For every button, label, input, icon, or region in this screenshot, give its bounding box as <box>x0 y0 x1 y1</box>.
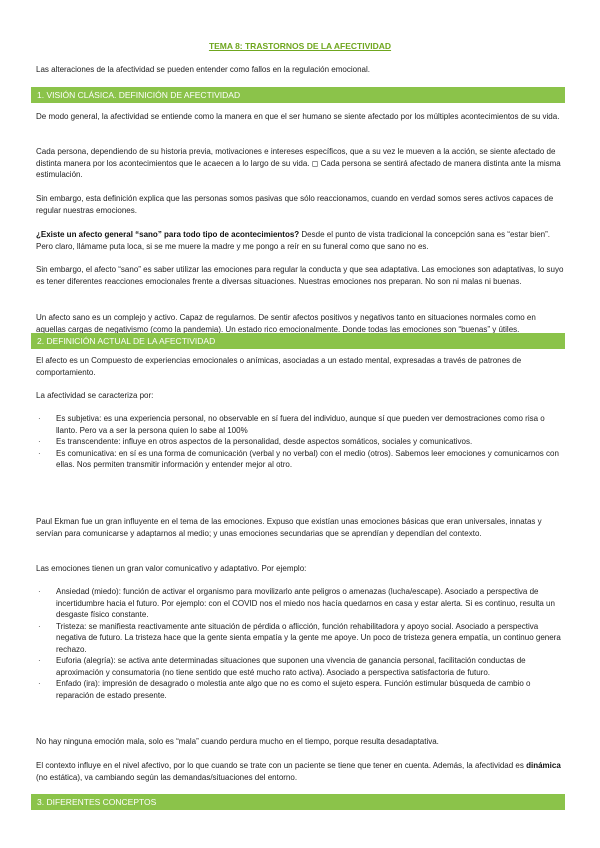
s2-context-text-a: El contexto influye en el nivel afectivo, por lo que cuando se trate con un paciente se tiene que tener en cuenta. Además, la afectividad es <box>36 761 527 770</box>
section-2-heading: 2. DEFINICIÓN ACTUAL DE LA AFECTIVIDAD <box>31 333 565 349</box>
s1-question-bold: ¿Existe un afecto general “sano” para todo tipo de acontecimientos? <box>36 230 300 239</box>
list-item: · Es subjetiva: es una experiencia personal, no observable en sí fuera del individuo, aunque sí que pueden ver demostraciones como risa o llanto. Pero va a ser la persona quien lo sabe al 100% <box>36 413 564 436</box>
characteristics-list <box>36 413 564 471</box>
intro-paragraph: Las alteraciones de la afectividad se pueden entender como fallos en la regulación emocional. <box>36 65 370 74</box>
list-item: · Tristeza: se manifiesta reactivamente ante situación de pérdida o aflicción, función rehabilitadora y apoyo social. Asociado a perspectiva negativa de futuro. La tristeza hace que la gente sienta empatía y la gente me apoye. Un poco de tristeza genera empatía, un continuo genera rechazo. <box>36 621 564 656</box>
s2-paragraph-2: La afectividad se caracteriza por: <box>36 391 154 400</box>
s1-paragraph-2: Cada persona, dependiendo de su historia previa, motivaciones e intereses específicos, que a su vez le mueven a la acción, se siente afectado de distinta manera por los acontecimientos que le acaecen a lo largo de su vida. ◻ Cada persona se sentirá afectado de manera distinta ante la misma estimulación. <box>36 147 561 179</box>
s1-paragraph-1: De modo general, la afectividad se entiende como la manera en que el ser humano se siente afectado por los múltiples acontecimientos de su vida. <box>36 112 560 121</box>
s2-paragraph-5: No hay ninguna emoción mala, solo es “mala” cuando perdura mucho en el tiempo, porque resulta desadaptativa. <box>36 737 439 746</box>
document-title: TEMA 8: TRASTORNOS DE LA AFECTIVIDAD <box>208 41 392 51</box>
s2-paragraph-4: Las emociones tienen un gran valor comunicativo y adaptativo. Por ejemplo: <box>36 564 307 573</box>
list-item: · Ansiedad (miedo): función de activar el organismo para movilizarlo ante peligros o amenazas (lucha/escape). Asociado a perspectiva de incertidumbre hacia el futuro. Por ejemplo: con el COVID nos el miedo nos hacía quedarnos en casa y estar alerta. Si es continuo, resulta un desgaste físico constante. <box>36 586 564 621</box>
list-item: · Enfado (ira): impresión de desagrado o molestia ante algo que no es como el sujeto espera. Función estimular búsqueda de cambio o reparación de estado presente. <box>36 678 564 701</box>
s1-paragraph-5: Sin embargo, el afecto “sano” es saber utilizar las emociones para regular la conducta y que sea adaptativa. Las emociones son adaptativas, lo suyo es tener diferentes reacciones emocionales frente a diversas situaciones. Nuestras emociones nos preparan. No son ni malas ni buenas. <box>36 265 564 286</box>
s1-paragraph-6: Un afecto sano es un complejo y activo. Capaz de regularnos. De sentir afectos positivos y negativos tanto en situaciones normales como en aquellas cargas de negativismo (como la pandemia). Un estado rico emocionalmente. Donde todas las emociones son “buenas” y útiles. <box>36 313 536 334</box>
s1-question-rest: Desde el punto de vista tradicional la concepción sana es “estar bien”. Pero claro, llámame puta loca, si se me muere la madre y me pongo a reír en su funeral como que sano no es. <box>36 230 550 251</box>
s2-dinamica-bold: dinámica <box>526 761 561 770</box>
section-1-heading: 1. VISIÓN CLÁSICA. DEFINICIÓN DE AFECTIVIDAD <box>31 87 565 103</box>
s2-paragraph-6 <box>36 760 564 783</box>
s2-paragraph-1: El afecto es un Compuesto de experiencias emocionales o anímicas, asociadas a un estado mental, expresadas a través de patrones de comportamiento. <box>36 356 522 377</box>
list-item: · Es transcendente: influye en otros aspectos de la personalidad, desde aspectos somáticos, sociales y comunicativos. <box>36 436 564 448</box>
s2-context-text-b: (no estática), va cambiando según las demandas/situaciones del entorno. <box>36 772 298 782</box>
s1-paragraph-4 <box>36 229 564 252</box>
list-item: · Es comunicativa: en sí es una forma de comunicación (verbal y no verbal) con el medio (otros). Sabemos leer emociones y comunicarnos con ellas. Nos permiten transmitir información y entender mejor al otro. <box>36 448 564 471</box>
emotions-list <box>36 586 564 701</box>
section-3-heading: 3. DIFERENTES CONCEPTOS <box>31 794 565 810</box>
s2-paragraph-3: Paul Ekman fue un gran influyente en el tema de las emociones. Expuso que existían unas emociones básicas que eran universales, innatas y servían para comunicarse y adaptarnos al medio; y unas emociones secundarias que se aprendían y dependían del contexto. <box>36 517 542 538</box>
s1-paragraph-3: Sin embargo, esta definición explica que las personas somos pasivas que sólo reaccionamos, cuando en verdad somos seres activos capaces de regular nuestras emociones. <box>36 194 554 215</box>
list-item: · Euforia (alegría): se activa ante determinadas situaciones que suponen una vivencia de ganancia personal, facilitación conductas de aproximación y consumatoria (no tiene sentido que esté mucho rato activa). Asociado a perspectiva satisfactoria de futuro. <box>36 655 564 678</box>
